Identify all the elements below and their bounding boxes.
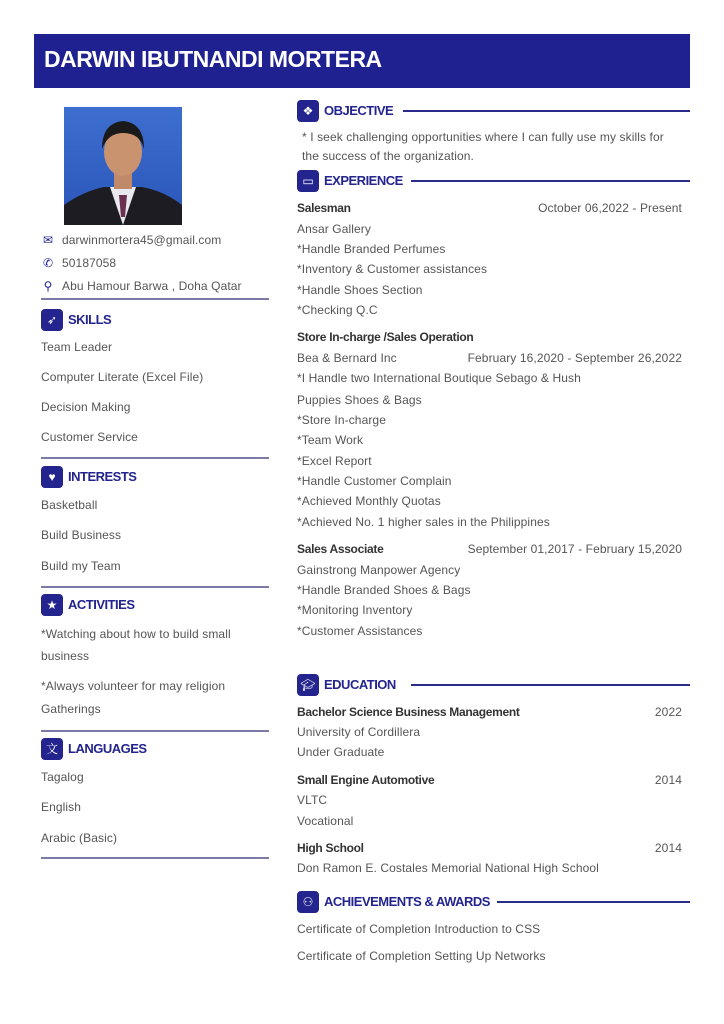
- education-year: 2014: [654, 773, 682, 787]
- graduation-cap-icon: 🎓︎: [297, 674, 319, 696]
- job-line: *Handle Shoes Section: [297, 283, 423, 297]
- job-role: Store In-charge /Sales Operation: [297, 330, 474, 344]
- education-year: 2022: [654, 705, 682, 719]
- achievement-item: Certificate of Completion Introduction to CSS: [297, 922, 541, 936]
- job-role: Salesman: [297, 201, 351, 215]
- interest-item: Basketball: [41, 498, 98, 512]
- heading-rule: [411, 180, 690, 182]
- phone-icon: ✆: [42, 256, 54, 270]
- award-ribbon-icon: ⚇: [297, 891, 319, 913]
- job-date: February 16,2020 - September 26,2022: [467, 351, 682, 365]
- job-date: October 06,2022 - Present: [538, 201, 682, 215]
- divider: [41, 457, 269, 459]
- activity-line: *Always volunteer for may religion: [41, 679, 226, 693]
- divider: [41, 857, 269, 859]
- job-line: *Team Work: [297, 433, 364, 447]
- job-line: *Excel Report: [297, 454, 372, 468]
- job-line: *Checking Q.C: [297, 303, 378, 317]
- location-icon: ⚲: [43, 279, 53, 293]
- interest-item: Build my Team: [41, 559, 121, 573]
- job-company: Ansar Gallery: [297, 222, 371, 236]
- objective-line: * I seek challenging opportunities where I can fully use my skills for: [302, 130, 664, 144]
- skill-item: Decision Making: [41, 400, 131, 414]
- objective-line: the success of the organization.: [302, 149, 474, 163]
- education-degree: Bachelor Science Business Management: [297, 705, 520, 719]
- job-company: Bea & Bernard Inc: [297, 351, 397, 365]
- job-line: *Inventory & Customer assistances: [297, 262, 488, 276]
- skill-item: Team Leader: [41, 340, 113, 354]
- education-line: VLTC: [297, 793, 328, 807]
- job-line: *Achieved Monthly Quotas: [297, 494, 441, 508]
- language-item: Arabic (Basic): [41, 831, 118, 845]
- skill-item: Customer Service: [41, 430, 138, 444]
- education-line: University of Cordillera: [297, 725, 421, 739]
- job-line: *Handle Branded Perfumes: [297, 242, 446, 256]
- activity-line: business: [41, 649, 90, 663]
- phone-text: 50187058: [62, 256, 117, 270]
- divider: [41, 586, 269, 588]
- profile-photo: [64, 107, 182, 225]
- rocket-icon: ➶: [41, 309, 63, 331]
- achievement-item: Certificate of Completion Setting Up Networks: [297, 949, 546, 963]
- job-role: Sales Associate: [297, 542, 384, 556]
- heading-rule: [411, 684, 690, 686]
- job-line: Puppies Shoes & Bags: [297, 393, 422, 407]
- email-icon: ✉: [42, 233, 54, 247]
- full-name: DARWIN IBUTNANDI MORTERA: [44, 46, 382, 72]
- job-company: Gainstrong Manpower Agency: [297, 563, 461, 577]
- target-icon: ❖: [297, 100, 319, 122]
- job-line: *Achieved No. 1 higher sales in the Philippines: [297, 515, 550, 529]
- job-date: September 01,2017 - February 15,2020: [467, 542, 682, 556]
- heading-rule: [403, 110, 690, 112]
- language-item: Tagalog: [41, 770, 84, 784]
- education-degree: High School: [297, 841, 364, 855]
- job-line: *Store In-charge: [297, 413, 386, 427]
- name-header: [34, 34, 690, 88]
- education-line: Don Ramon E. Costales Memorial National High School: [297, 861, 599, 875]
- education-year: 2014: [654, 841, 682, 855]
- interest-item: Build Business: [41, 528, 122, 542]
- email-text: darwinmortera45@gmail.com: [62, 233, 222, 247]
- job-line: *Customer Assistances: [297, 624, 423, 638]
- education-degree: Small Engine Automotive: [297, 773, 435, 787]
- heart-icon: ♥: [41, 466, 63, 488]
- activity-line: Gatherings: [41, 702, 101, 716]
- job-line: *Handle Branded Shoes & Bags: [297, 583, 471, 597]
- language-item: English: [41, 800, 82, 814]
- skill-item: Computer Literate (Excel File): [41, 370, 204, 384]
- divider: [41, 298, 269, 300]
- language-icon: 文: [41, 738, 63, 760]
- education-line: Under Graduate: [297, 745, 385, 759]
- heading-rule: [497, 901, 690, 903]
- address-text: Abu Hamour Barwa , Doha Qatar: [62, 279, 242, 293]
- star-icon: ★: [41, 594, 63, 616]
- job-line: *I Handle two International Boutique Sebago & Hush: [297, 371, 581, 385]
- job-line: *Handle Customer Complain: [297, 474, 452, 488]
- divider: [41, 730, 269, 732]
- activity-line: *Watching about how to build small: [41, 627, 231, 641]
- briefcase-icon: ▭: [297, 170, 319, 192]
- job-line: *Monitoring Inventory: [297, 603, 413, 617]
- education-line: Vocational: [297, 814, 354, 828]
